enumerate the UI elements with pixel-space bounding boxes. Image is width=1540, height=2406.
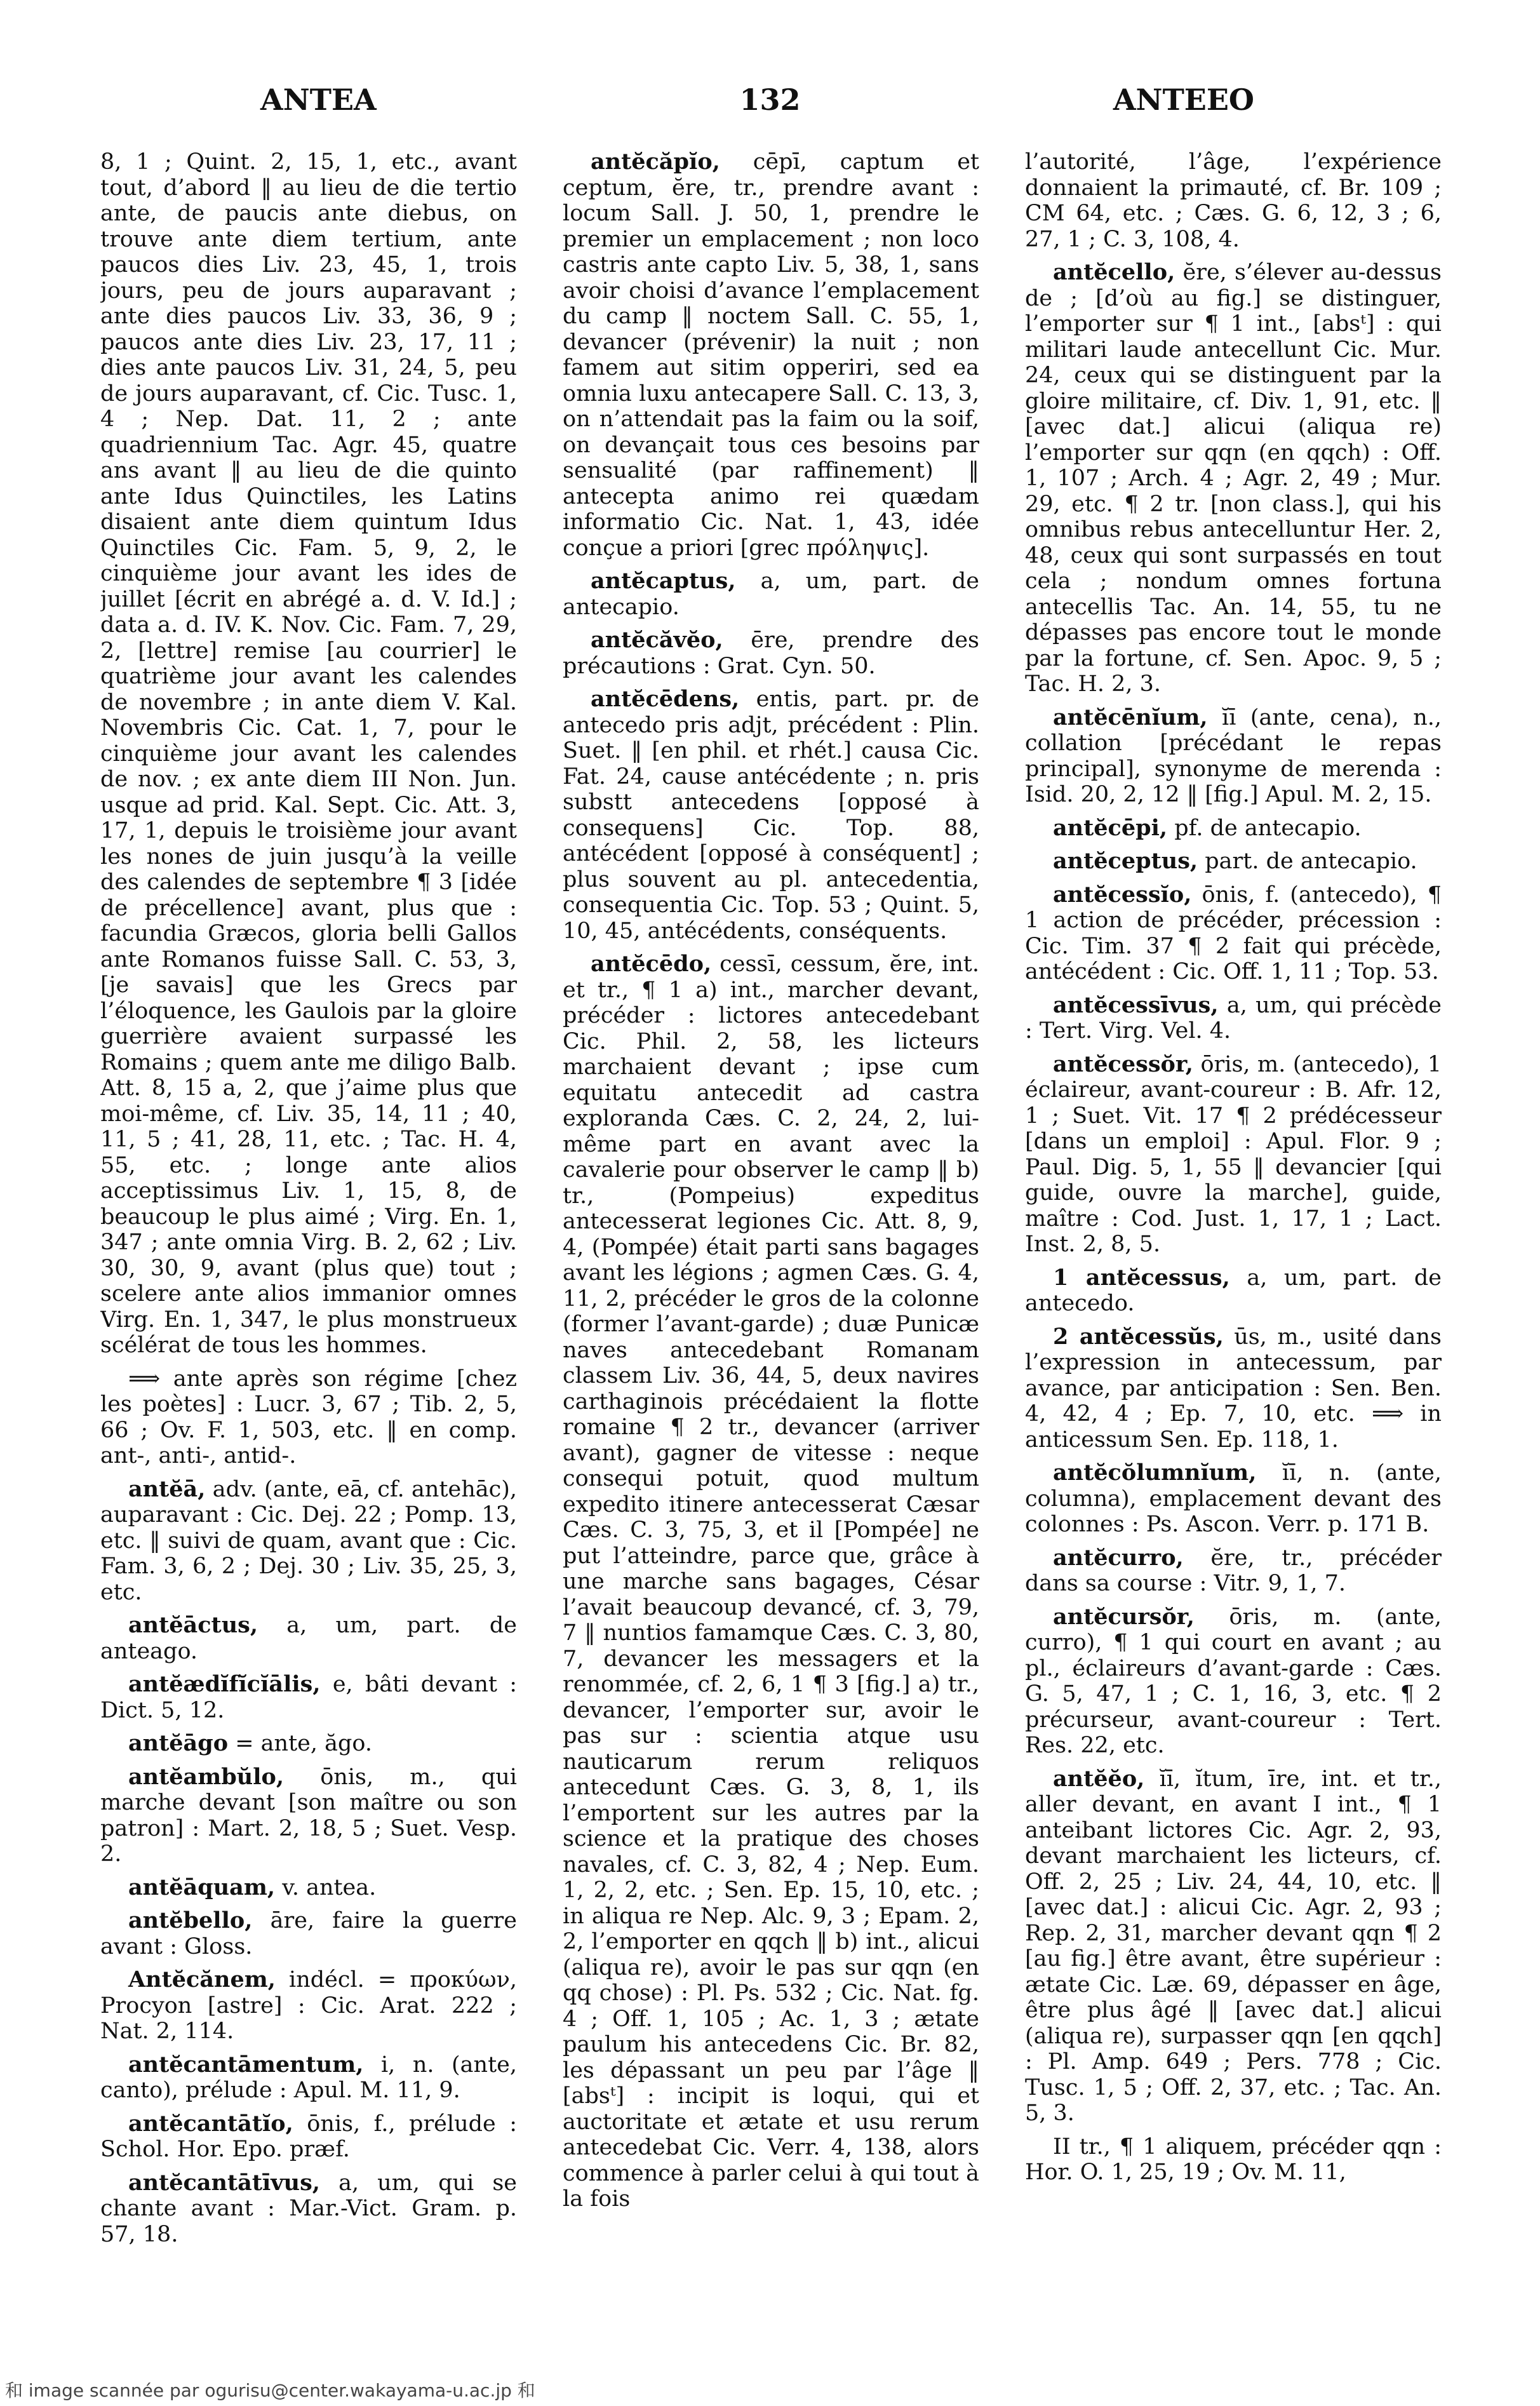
dictionary-entry xyxy=(100,1967,517,2045)
dictionary-entry xyxy=(1025,1766,1442,2127)
entry-headword: antĕcello, xyxy=(1053,259,1175,285)
entry-text: entis, part. pr. de antecedo pris adjt, précédent : Plin. Suet. ‖ [en phil. et rhét.] causa Cic. Fat. 24, cause antécédente ; n. pris substt antecedens [opposé à consequens] Cic. Top. 88, antécédent [opposé à conséquent] ; plus souvent au pl. antecedentia, consequentia Cic. Top. 53 ; Quint. 5, 10, 45, antécédents, conséquents. xyxy=(563,687,979,944)
dictionary-entry xyxy=(100,2052,517,2104)
entry-text: l’autorité, l’âge, l’expérience donnaient la primauté, cf. Br. 109 ; CM 64, etc. ; Cæs. G. 6, 12, 3 ; 6, 27, 1 ; C. 3, 108, 4. xyxy=(1025,149,1442,252)
entry-text: a, um, part. de antecapio. xyxy=(563,568,979,620)
entry-text: pf. de antecapio. xyxy=(1174,815,1362,841)
entry-headword: antĕcŏlumnĭum, xyxy=(1053,1460,1257,1486)
entry-text: ĭī, n. (ante, columna), emplacement devant des colonnes : Ps. Ascon. Verr. p. 171 B. xyxy=(1025,1460,1442,1537)
dictionary-entry xyxy=(1025,1545,1442,1597)
column-middle xyxy=(563,149,979,2322)
dictionary-entry xyxy=(1025,149,1442,252)
entry-headword: antĕĕo, xyxy=(1053,1765,1145,1792)
entry-headword: antĕcăvĕo, xyxy=(591,627,723,653)
entry-headword: antĕcăpĭo, xyxy=(591,149,720,175)
entry-text: ūs, m., usité dans l’expression in antecessum, par avance, par anticipation : Sen. Ben. 4, 42, 4 ; Ep. 7, 10, etc. ⟹ in anticessum Sen. Ep. 118, 1. xyxy=(1025,1324,1442,1453)
dictionary-entry xyxy=(100,1731,517,1757)
entry-text: ⟹ ante après son régime [chez les poètes] : Lucr. 3, 67 ; Tib. 2, 5, 66 ; Ov. F. 1, 503, etc. ‖ en comp. ant-, anti-, antid-. xyxy=(100,1366,517,1468)
entry-text: e, bâti devant : Dict. 5, 12. xyxy=(100,1672,517,1723)
scan-credit: 和 image scannée par ogurisu@center.wakayama-u.ac.jp 和 xyxy=(5,2380,535,2401)
dictionary-entry xyxy=(100,2170,517,2248)
entry-headword: 2 antĕcessŭs, xyxy=(1053,1323,1224,1350)
entry-text: part. de antecapio. xyxy=(1205,849,1417,874)
entry-headword: antĕcēnĭum, xyxy=(1053,704,1208,730)
entry-text: 8, 1 ; Quint. 2, 15, 1, etc., avant tout, d’abord ‖ au lieu de die tertio ante, de paucis ante diebus, on trouve ante diem tertium, ante paucos dies Liv. 23, 45, 1, trois jours, peu de jours auparavant ; ante dies paucos Liv. 33, 36, 9 ; paucos ante dies Liv. 23, 17, 11 ; dies ante paucos Liv. 31, 24, 5, peu de jours auparavant, cf. Cic. Tusc. 1, 4 ; Nep. Dat. 11, 2 ; ante quadriennium Tac. Agr. 45, quatre ans avant ‖ au lieu de die quinto ante Idus Quinctiles, les Latins disaient ante diem quintum Idus Quinctiles Cic. Fam. 5, 9, 2, le cinquième jour avant les ides de juillet [écrit en abrégé a. d. V. Id.] ; data a. d. IV. K. Nov. Cic. Fam. 7, 29, 2, [lettre] remise [au courrier] le quatrième jour avant les calendes de novembre ; in ante diem V. Kal. Novembris Cic. Cat. 1, 7, pour le cinquième jour avant les calendes de nov. ; ex ante diem III Non. Jun. usque ad prid. Kal. Sept. Cic. Att. 3, 17, 1, depuis le troisième jour avant les nones de juin jusqu’à la veille des calendes de septembre ¶ 3 [idée de précellence] avant, plus que : facundia Græcos, gloria belli Gallos ante Romanos fuisse Sall. C. 53, 3, [je savais] que les Grecs par l’éloquence, les Gaulois par la gloire guerrière avaient surpassé les Romains ; quem ante me diligo Balb. Att. 8, 15 a, 2, que j’aime plus que moi-même, cf. Liv. 35, 14, 11 ; 40, 11, 5 ; 41, 28, 11, etc. ; Tac. H. 4, 55, etc. ; longe ante alios acceptissimus Liv. 1, 15, 8, de beaucoup le plus aimé ; Virg. En. 1, 347 ; ante omnia Virg. B. 2, 62 ; Liv. 30, 30, 9, avant (plus que) tout ; scelere ante alios immanior omnes Virg. En. 1, 347, le plus monstrueux scélérat de tous les hommes. xyxy=(100,149,517,1358)
dictionary-entry xyxy=(100,1613,517,1664)
entry-text: indécl. = προκύων, Procyon [astre] : Cic. Arat. 222 ; Nat. 2, 114. xyxy=(100,1967,517,2044)
entry-headword: antĕcaptus, xyxy=(591,568,736,594)
dictionary-entry xyxy=(100,1764,517,1867)
dictionary-entry xyxy=(100,2111,517,2163)
entry-text: a, um, qui précède : Tert. Virg. Vel. 4. xyxy=(1025,992,1442,1044)
entry-text: ĭī (ante, cena), n., collation [précédant le repas principal], synonyme de merenda : Isid. 20, 2, 12 ‖ [fig.] Apul. M. 2, 15. xyxy=(1025,704,1442,807)
entry-headword: antĕcantāmentum, xyxy=(128,2051,364,2078)
entry-text: cēpī, captum et ceptum, ĕre, tr., prendre avant : locum Sall. J. 50, 1, prendre le premier un emplacement ; non loco castris ante capto Liv. 5, 38, 1, sans avoir choisi d’avance l’emplacement du camp ‖ noctem Sall. C. 55, 1, devancer (prévenir) la nuit ; non famem aut sitim opperiri, sed ea omnia luxu antecapere Sall. C. 13, 3, on n’attendait pas la faim ou la soif, on devançait tous ces besoins par sensualité (par raffinement) ‖ antecepta animo rei quædam informatio Cic. Nat. 1, 43, idée conçue a priori [grec πρόληψις]. xyxy=(563,149,979,561)
entry-text: āre, faire la guerre avant : Gloss. xyxy=(100,1908,517,1959)
entry-headword: antĕcēdens, xyxy=(591,686,740,712)
page-number: 132 xyxy=(739,83,801,117)
entry-headword: antĕcēpi, xyxy=(1053,814,1168,841)
dictionary-entry xyxy=(1025,1324,1442,1453)
dictionary-entry xyxy=(1025,2134,1442,2186)
entry-text: ōris, m. (ante, curro), ¶ 1 qui court en avant ; au pl., éclaireurs d’avant-garde : Cæs. G. 5, 47, 1 ; C. 1, 16, 3, etc. ¶ 2 précurseur, avant-coureur : Tert. Res. 22, etc. xyxy=(1025,1604,1442,1758)
entry-text: ōris, m. (antecedo), 1 éclaireur, avant-coureur : B. Afr. 12, 1 ; Suet. Vit. 17 ¶ 2 prédécesseur [dans un emploi] : Apul. Flor. 9 ; Paul. Dig. 5, 1, 55 ‖ devancier [qui guide, ouvre la marche], guide, maître : Cod. Just. 1, 17, 1 ; Lact. Inst. 2, 8, 5. xyxy=(1025,1051,1442,1257)
entry-text: = ante, ăgo. xyxy=(235,1731,372,1756)
column-left xyxy=(100,149,517,2322)
entry-headword: antĕāgo xyxy=(128,1730,229,1756)
entry-text: a, um, part. de antecedo. xyxy=(1025,1265,1442,1316)
entry-headword: 1 antĕcessus, xyxy=(1053,1264,1230,1291)
dictionary-entry xyxy=(100,1672,517,1723)
entry-text: II tr., ¶ 1 aliquem, précéder qqn : Hor. O. 1, 25, 19 ; Ov. M. 11, xyxy=(1025,2134,1442,2185)
entry-headword: antĕambŭlo, xyxy=(128,1763,285,1790)
entry-headword: antĕceptus, xyxy=(1053,848,1198,874)
dictionary-entry xyxy=(1025,1460,1442,1538)
entry-text: ĕre, s’élever au-dessus de ; [d’où au fig.] se distinguer, l’emporter sur ¶ 1 int., [absᵗ] : qui militari laude antecellunt Cic. Mur. 24, ceux qui se distinguent par la gloire militaire, cf. Div. 1, 91, etc. ‖ [avec dat.] alicui (aliqua re) l’emporter sur qqn (en qqch) : Off. 1, 107 ; Arch. 4 ; Agr. 2, 49 ; Mur. 29, etc. ¶ 2 tr. [non class.], qui his omnibus rebus antecelluntur Her. 2, 48, ceux qui sont surpassés en tout cela ; nondum omnes fortuna antecellis Tac. An. 14, 55, tu ne dépasses pas encore tout le monde par la fortune, cf. Sen. Apoc. 9, 5 ; Tac. H. 2, 3. xyxy=(1025,260,1442,697)
text-columns xyxy=(100,149,1442,2322)
dictionary-entry xyxy=(563,149,979,561)
entry-text: ĕre, tr., précéder dans sa course : Vitr. 9, 1, 7. xyxy=(1025,1545,1442,1596)
dictionary-entry xyxy=(100,149,517,1359)
entry-text: cessī, cessum, ĕre, int. et tr., ¶ 1 a) int., marcher devant, précéder : lictores antecedebant Cic. Phil. 2, 58, les licteurs marchaient devant ; ipse cum equitatu antecedit ad castra exploranda Cæs. C. 2, 24, 2, lui-même part en avant avec la cavalerie pour observer le camp ‖ b) tr., (Pompeius) expeditus antecesserat legiones Cic. Att. 8, 9, 4, (Pompée) était parti sans bagages avant les légions ; agmen Cæs. G. 4, 11, 2, précéder le gros de la colonne (former l’avant-garde) ; duæ Punicæ naves antecedebant Romanam classem Liv. 36, 44, 5, deux navires carthaginois précédaient la flotte romaine ¶ 2 tr., devancer (arriver avant), gagner de vitesse : neque consequi potuit, quod multum expedito itinere antecesserat Cæsar Cæs. C. 3, 75, 3, et il [Pompée] ne put l’atteindre, parce que, grâce à une marche sans bagages, César l’avait beaucoup devancé, cf. 3, 79, 7 ‖ nuntios famamque Cæs. C. 3, 80, 7, devancer les messagers et la renommée, cf. 2, 6, 1 ¶ 3 [fig.] a) tr., devancer, l’emporter sur, avoir le pas sur : scientia atque usu nauticarum rerum reliquos antecedunt Cæs. G. 3, 8, 1, ils l’emportent sur les autres par la science et la pratique des choses navales, cf. C. 3, 82, 4 ; Nep. Eum. 1, 2, 2, etc. ; Sen. Ep. 15, 10, etc. ; in aliqua re Nep. Alc. 9, 3 ; Epam. 2, 2, l’emporter en qqch ‖ b) int., alicui (aliqua re), avoir le pas sur qqn (en qq chose) : Pl. Ps. 532 ; Cic. Nat. fg. 4 ; Off. 1, 105 ; Ac. 1, 3 ; ætate paulum his antecedens Cic. Br. 82, les dépassant un peu par l’âge ‖ [absᵗ] : incipit is loqui, qui et auctoritate et ætate et usu rerum antecedebat Cic. Verr. 4, 138, alors commence à parler celui à qui tout à la fois xyxy=(563,951,979,2212)
entry-headword: antĕcursŏr, xyxy=(1053,1603,1195,1630)
entry-text: ōnis, m., qui marche devant [son maître ou son patron] : Mart. 2, 18, 5 ; Suet. Vesp. 2. xyxy=(100,1764,517,1867)
dictionary-entry xyxy=(1025,882,1442,985)
entry-text: ēre, prendre des précautions : Grat. Cyn. 50. xyxy=(563,628,979,679)
entry-headword: antĕāctus, xyxy=(128,1612,258,1638)
header-right-guideword: ANTEEO xyxy=(1113,83,1254,117)
entry-headword: antĕcēdo, xyxy=(591,951,712,977)
entry-headword: antĕā, xyxy=(128,1475,206,1502)
dictionary-entry xyxy=(1025,816,1442,842)
entry-headword: antĕcantātĭo, xyxy=(128,2110,293,2137)
dictionary-entry xyxy=(100,1366,517,1469)
dictionary-entry xyxy=(1025,1052,1442,1258)
dictionary-entry xyxy=(563,568,979,620)
entry-headword: antĕcessĭo, xyxy=(1053,881,1192,908)
column-right xyxy=(1025,149,1442,2322)
entry-text: ĭī, ĭtum, īre, int. et tr., aller devant, en avant I int., ¶ 1 anteibant lictores Cic. Agr. 2, 93, devant marchaient les licteurs, cf. Off. 2, 25 ; Liv. 24, 44, 10, etc. ‖ [avec dat.] : alicui Cic. Agr. 2, 93 ; Rep. 2, 31, marcher devant qqn ¶ 2 [au fig.] être avant, être supérieur : ætate Cic. Læ. 69, dépasser en âge, être plus âgé ‖ [avec dat.] alicui (aliqua re), surpasser qqn [en qqch] : Pl. Amp. 649 ; Pers. 778 ; Cic. Tusc. 1, 5 ; Off. 2, 37, etc. ; Tac. An. 5, 3. xyxy=(1025,1766,1442,2126)
dictionary-entry xyxy=(1025,705,1442,808)
entry-headword: antĕædĭfĭcĭālis, xyxy=(128,1671,321,1697)
entry-headword: antĕcantātīvus, xyxy=(128,2169,320,2196)
entry-text: a, um, part. de anteago. xyxy=(100,1613,517,1664)
entry-headword: antĕcurro, xyxy=(1053,1544,1184,1571)
entry-text: adv. (ante, eā, cf. antehāc), auparavant : Cic. Dej. 22 ; Pomp. 13, etc. ‖ suivi de quam, avant que : Cic. Fam. 3, 6, 2 ; Dej. 30 ; Liv. 35, 25, 3, etc. xyxy=(100,1476,517,1605)
dictionary-entry xyxy=(563,628,979,679)
dictionary-entry xyxy=(1025,993,1442,1044)
dictionary-entry xyxy=(100,1908,517,1959)
entry-headword: antĕbello, xyxy=(128,1907,253,1933)
page-header xyxy=(95,83,1445,133)
entry-headword: antĕāquam, xyxy=(128,1874,276,1900)
entry-text: ōnis, f. (antecedo), ¶ 1 action de précéder, précession : Cic. Tim. 37 ¶ 2 fait qui précède, antécédent : Cic. Off. 1, 11 ; Top. 53. xyxy=(1025,882,1442,985)
entry-headword: antĕcessīvus, xyxy=(1053,991,1219,1018)
dictionary-entry xyxy=(563,951,979,2212)
dictionary-entry xyxy=(563,687,979,944)
dictionary-entry xyxy=(1025,1604,1442,1759)
dictionary-entry xyxy=(1025,849,1442,875)
entry-text: ōnis, f., prélude : Schol. Hor. Epo. præf. xyxy=(100,2111,517,2162)
entry-headword: antĕcessŏr, xyxy=(1053,1051,1193,1077)
dictionary-entry xyxy=(100,1477,517,1606)
dictionary-entry xyxy=(1025,260,1442,697)
entry-headword: Antĕcănem, xyxy=(128,1966,276,1993)
header-left-guideword: ANTEA xyxy=(260,83,377,117)
entry-text: v. antea. xyxy=(282,1874,377,1900)
dictionary-entry xyxy=(1025,1265,1442,1317)
entry-text: i, n. (ante, canto), prélude : Apul. M. 11, 9. xyxy=(100,2052,517,2103)
dictionary-entry xyxy=(100,1875,517,1901)
entry-text: a, um, qui se chante avant : Mar.-Vict. Gram. p. 57, 18. xyxy=(100,2170,517,2247)
